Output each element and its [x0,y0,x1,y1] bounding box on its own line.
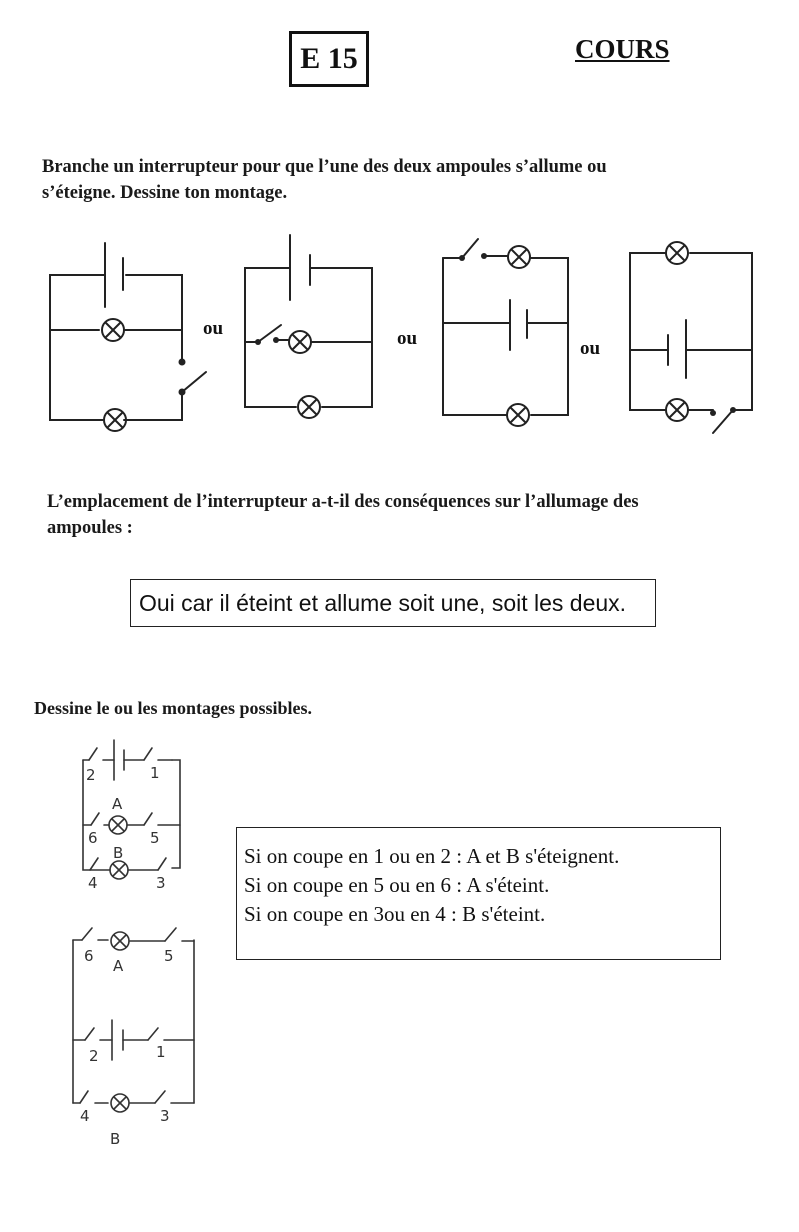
switch-icon [165,928,176,941]
switch-icon [144,813,152,825]
label-s2: 2 [89,1047,99,1065]
lamp-icon [110,861,128,879]
label-lamp-b: B [110,1130,121,1148]
lamp-icon [298,396,320,418]
circuit-4 [630,242,752,433]
handdrawn-diagram-1 [83,740,180,892]
lamp-icon [508,246,530,268]
question-1-line-1: Branche un interrupteur pour que l’une des deux ampoules s’allume ou [42,157,607,177]
switch-icon [89,748,97,760]
switch-icon [91,813,99,825]
label-s2: 2 [86,766,96,784]
switch-icon [82,928,92,940]
label-s4: 4 [80,1107,90,1125]
switch-icon [182,372,206,392]
separator-ou-3: ou [580,338,601,359]
question-2-line-2: ampoules : [47,518,133,538]
lamp-icon [666,399,688,421]
switch-icon [144,748,152,760]
label-s3: 3 [160,1107,170,1125]
answer-line-1: Si on coupe en 1 ou en 2 : A et B s'éteignent. [244,844,620,868]
label-lamp-a: A [112,795,123,813]
label-s4: 4 [88,874,98,892]
answer-line-3: Si on coupe en 3ou en 4 : B s'éteint. [244,902,546,926]
label-lamp-a: A [113,957,124,975]
separator-ou-1: ou [203,318,224,339]
label-s3: 3 [156,874,166,892]
separator-ou-2: ou [397,328,418,349]
exercise-code: E 15 [289,31,369,87]
switch-icon [155,1091,165,1103]
label-s6: 6 [84,947,94,965]
question-2-line-1: L’emplacement de l’interrupteur a-t-il des conséquences sur l’allumage des [47,492,639,512]
label-s1: 1 [156,1043,166,1061]
circuit-3 [443,239,568,426]
lamp-icon [111,932,129,950]
label-s5: 5 [150,829,160,847]
question-1-line-2: s’éteigne. Dessine ton montage. [42,183,288,203]
switch-icon [713,410,733,433]
switch-icon [80,1091,88,1103]
switch-icon [90,858,98,870]
switch-icon [158,858,166,870]
page-title: COURS [575,34,670,64]
label-s1: 1 [150,764,160,782]
handdrawn-diagram-2 [73,928,194,1148]
question-3: Dessine le ou les montages possibles. [34,698,313,718]
answer-box-1: Oui car il éteint et allume soit une, soit les deux. [130,579,656,627]
lamp-icon [666,242,688,264]
label-s5: 5 [164,947,174,965]
lamp-icon [507,404,529,426]
lamp-icon [289,331,311,353]
answer-line-2: Si on coupe en 5 ou en 6 : A s'éteint. [244,873,550,897]
switch-icon [148,1028,158,1040]
lamp-icon [111,1094,129,1112]
switch-icon [462,239,478,258]
circuit-1 [50,243,206,431]
label-s6: 6 [88,829,98,847]
lamp-icon [102,319,124,341]
switch-icon [85,1028,94,1040]
lamp-icon [109,816,127,834]
lamp-icon [104,409,126,431]
label-lamp-b: B [113,844,124,862]
circuit-2 [245,235,372,418]
